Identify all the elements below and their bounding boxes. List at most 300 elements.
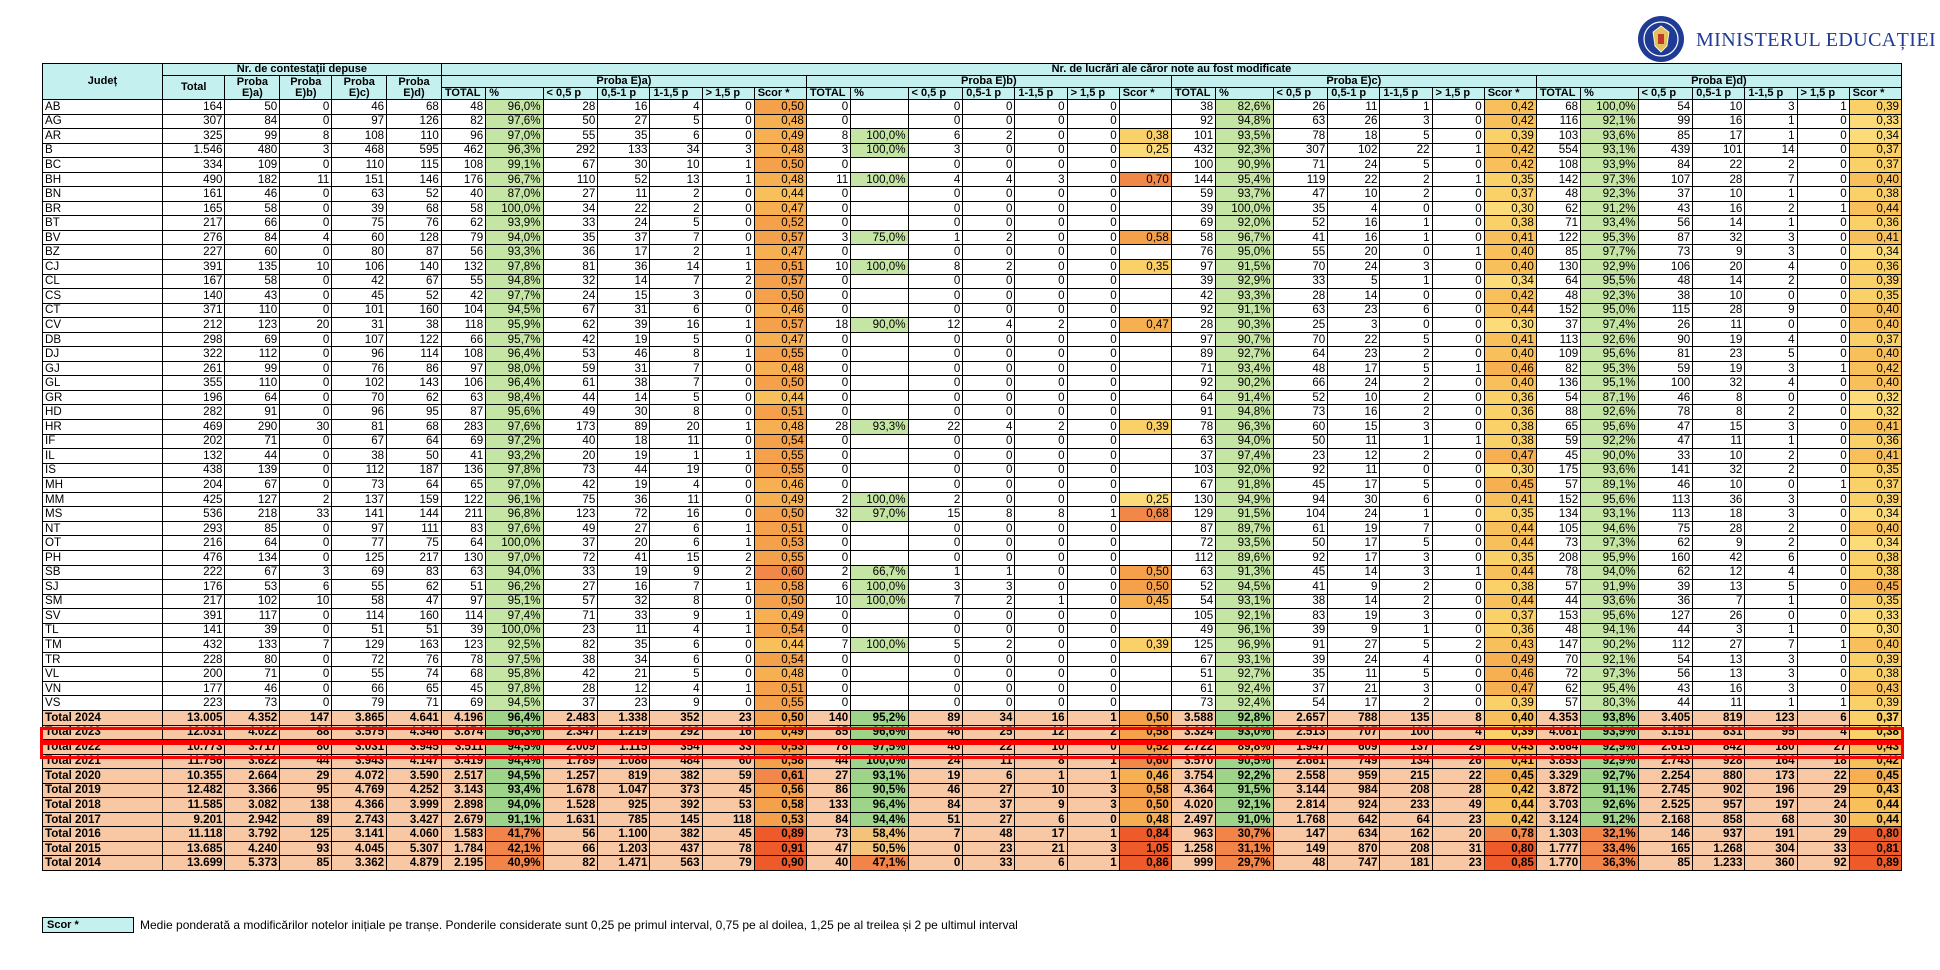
table-cell: 48 [1536, 623, 1580, 638]
table-cell: 67 [1171, 478, 1215, 493]
table-cell: 0 [1067, 158, 1119, 173]
table-cell: 0,48 [754, 361, 806, 376]
table-cell: 96,9% [1216, 638, 1273, 653]
table-cell: 76 [387, 216, 442, 231]
table-cell: 0 [1067, 681, 1119, 696]
table-cell: 490 [162, 172, 225, 187]
table-cell: 2 [1432, 638, 1484, 653]
table-cell: 2.679 [441, 812, 485, 827]
table-cell: 63 [441, 565, 485, 580]
table-cell: 90,2% [1216, 376, 1273, 391]
table-cell: 52 [1273, 216, 1328, 231]
table-cell: 113 [1638, 492, 1693, 507]
table-cell [851, 478, 908, 493]
table-cell: 26 [1638, 318, 1693, 333]
table-cell: 100,0% [851, 580, 908, 595]
table-cell: 10 [1328, 187, 1380, 202]
table-cell: 0 [1797, 507, 1849, 522]
table-cell: 101 [1693, 143, 1745, 158]
table-cell: 97,0% [486, 478, 543, 493]
table-cell: 0,32 [1849, 405, 1901, 420]
table-cell: 122 [1536, 230, 1580, 245]
table-cell: 96,7% [1216, 230, 1273, 245]
table-cell: 16 [1328, 216, 1380, 231]
table-cell: 9 [1693, 536, 1745, 551]
table-cell: 87 [387, 245, 442, 260]
table-cell: 92,1% [1581, 114, 1638, 129]
table-cell: 0 [1015, 463, 1067, 478]
table-cell: 0 [1015, 303, 1067, 318]
table-cell: 0 [1797, 274, 1849, 289]
table-cell: 196 [1745, 783, 1797, 798]
table-cell: 0,40 [1849, 376, 1901, 391]
table-cell: 21 [1328, 681, 1380, 696]
table-cell: 0 [1015, 521, 1067, 536]
row-label: TM [43, 638, 163, 653]
table-cell: 1 [702, 609, 754, 624]
table-cell: 112 [332, 463, 387, 478]
table-cell: 0 [1432, 696, 1484, 711]
table-cell: 1 [1380, 100, 1432, 115]
table-cell: 3 [1745, 245, 1797, 260]
table-cell: 73 [332, 478, 387, 493]
table-cell: 0 [908, 652, 963, 667]
row-label: Total 2016 [43, 827, 163, 842]
table-cell: 17 [1693, 129, 1745, 144]
table-cell: 90,3% [1216, 318, 1273, 333]
table-cell: 89 [908, 710, 963, 725]
table-cell: 93,3% [486, 245, 543, 260]
table-cell: 16 [1693, 201, 1745, 216]
table-cell: 100 [1380, 725, 1432, 740]
table-cell: 38 [1273, 594, 1328, 609]
table-cell: 0 [908, 347, 963, 362]
table-cell: 95,9% [486, 318, 543, 333]
table-cell: 66 [225, 216, 280, 231]
table-cell: 0,35 [1484, 507, 1536, 522]
table-cell: 51 [332, 623, 387, 638]
table-cell: 95,6% [1581, 492, 1638, 507]
table-cell: 115 [1638, 303, 1693, 318]
table-cell: 113 [1638, 507, 1693, 522]
table-cell: 0,91 [754, 841, 806, 856]
table-cell: 2 [1380, 187, 1432, 202]
table-cell: 0,34 [1849, 129, 1901, 144]
table-cell: 0 [1067, 478, 1119, 493]
table-cell: 0 [280, 187, 332, 202]
table-cell: 0 [280, 449, 332, 464]
table-cell: 82,6% [1216, 100, 1273, 115]
table-cell: 0 [702, 696, 754, 711]
table-cell: 925 [598, 798, 650, 813]
table-cell: 19 [1693, 332, 1745, 347]
row-label: Total 2019 [43, 783, 163, 798]
table-cell: 1 [1745, 114, 1797, 129]
table-cell: 56 [441, 245, 485, 260]
table-cell: 0 [963, 405, 1015, 420]
table-cell: 1.219 [598, 725, 650, 740]
table-cell: 0,40 [1484, 245, 1536, 260]
table-cell: 42 [441, 289, 485, 304]
table-cell: 3.664 [1536, 740, 1580, 755]
table-cell: 6 [650, 638, 702, 653]
row-label: Total 2017 [43, 812, 163, 827]
table-cell: 41 [441, 449, 485, 464]
table-cell [1119, 201, 1171, 216]
table-cell: 14 [1328, 289, 1380, 304]
table-cell: 11 [598, 187, 650, 202]
table-cell: 94,8% [486, 274, 543, 289]
table-cell: 11 [1328, 434, 1380, 449]
table-cell: 27 [1328, 638, 1380, 653]
table-cell: 36 [1693, 492, 1745, 507]
subheader-pb-1: % [851, 88, 908, 100]
table-cell: 0,49 [754, 725, 806, 740]
table-cell: 91,1% [486, 812, 543, 827]
table-cell: 33 [1273, 274, 1328, 289]
table-cell: 86 [806, 783, 850, 798]
table-cell: 42,1% [486, 841, 543, 856]
table-cell: 56 [1638, 667, 1693, 682]
table-cell: 17 [1328, 536, 1380, 551]
table-cell: 0,40 [1849, 638, 1901, 653]
table-cell: 290 [225, 420, 280, 435]
table-cell: 0,42 [1484, 158, 1536, 173]
table-cell: 3.511 [441, 740, 485, 755]
table-cell: 82 [1536, 361, 1580, 376]
table-cell: 137 [332, 492, 387, 507]
table-cell: 0 [963, 463, 1015, 478]
table-cell: 563 [650, 856, 702, 871]
table-cell: 76 [387, 652, 442, 667]
table-cell: 36,3% [1581, 856, 1638, 871]
table-cell: 0 [1432, 623, 1484, 638]
table-cell: 116 [1536, 114, 1580, 129]
subheader-pc-0: TOTAL [1171, 88, 1215, 100]
table-cell: 0,42 [1484, 143, 1536, 158]
table-cell: 96 [441, 129, 485, 144]
table-cell: 62 [387, 390, 442, 405]
table-cell: 33 [598, 609, 650, 624]
table-cell: 0 [1797, 318, 1849, 333]
table-cell: 93,2% [486, 449, 543, 464]
row-label: IL [43, 449, 163, 464]
table-cell: 39 [598, 318, 650, 333]
table-row [43, 260, 1902, 275]
table-cell: 0 [702, 230, 754, 245]
table-cell: 93,9% [1581, 158, 1638, 173]
table-cell: 36 [1638, 594, 1693, 609]
table-cell: 218 [225, 507, 280, 522]
table-cell [851, 245, 908, 260]
table-row [43, 681, 1902, 696]
table-cell: 5.307 [387, 841, 442, 856]
table-cell: 0 [806, 652, 850, 667]
table-cell: 0 [1432, 609, 1484, 624]
table-cell: 3.151 [1638, 725, 1693, 740]
table-cell: 228 [162, 652, 225, 667]
table-cell: 86 [387, 361, 442, 376]
table-cell [1119, 289, 1171, 304]
table-cell: 71 [225, 667, 280, 682]
table-cell: 23 [1328, 303, 1380, 318]
table-cell: 36 [543, 245, 598, 260]
table-cell: 0 [963, 449, 1015, 464]
table-cell: 0,36 [1484, 405, 1536, 420]
table-cell: 0,58 [754, 580, 806, 595]
table-cell: 20 [1432, 827, 1484, 842]
table-cell [1119, 667, 1171, 682]
table-row [43, 143, 1902, 158]
row-label: Total 2023 [43, 725, 163, 740]
table-cell: 0 [1015, 216, 1067, 231]
table-cell: 0 [1797, 652, 1849, 667]
table-cell: 1 [1067, 710, 1119, 725]
table-cell: 58 [225, 201, 280, 216]
table-cell: 1 [1380, 274, 1432, 289]
table-cell: 4 [1745, 376, 1797, 391]
table-cell: 72 [1536, 667, 1580, 682]
table-cell: 37 [1638, 187, 1693, 202]
table-cell: 1 [702, 172, 754, 187]
table-cell: 5 [650, 390, 702, 405]
table-cell: 3.575 [332, 725, 387, 740]
table-cell [1119, 550, 1171, 565]
table-cell: 0 [702, 463, 754, 478]
table-cell: 81 [1638, 347, 1693, 362]
table-cell: 50 [225, 100, 280, 115]
table-cell: 5 [1380, 638, 1432, 653]
row-label: BV [43, 230, 163, 245]
table-cell [1119, 696, 1171, 711]
table-cell: 0,46 [754, 478, 806, 493]
table-cell: 32 [1693, 376, 1745, 391]
table-cell: 105 [1171, 609, 1215, 624]
table-cell: 10 [806, 594, 850, 609]
table-cell: 0,25 [1119, 143, 1171, 158]
table-cell: 91,3% [1216, 565, 1273, 580]
table-cell: 133 [225, 638, 280, 653]
table-cell: 0,50 [754, 158, 806, 173]
table-row [43, 405, 1902, 420]
table-cell: 68 [387, 420, 442, 435]
table-cell: 90,7% [1216, 332, 1273, 347]
row-label: Total 2020 [43, 769, 163, 784]
table-cell [1119, 623, 1171, 638]
table-cell: 0 [806, 274, 850, 289]
table-cell: 325 [162, 129, 225, 144]
table-cell: 9 [1328, 623, 1380, 638]
table-cell: 3 [908, 143, 963, 158]
table-cell: 12 [908, 318, 963, 333]
table-cell: 31 [598, 361, 650, 376]
table-cell: 62 [1536, 681, 1580, 696]
table-cell: 11 [806, 172, 850, 187]
table-cell: 2.483 [543, 710, 598, 725]
table-cell: 292 [650, 725, 702, 740]
table-cell: 57 [1536, 478, 1580, 493]
table-cell: 39 [1273, 652, 1328, 667]
table-cell: 0,50 [1119, 580, 1171, 595]
table-cell: 2 [1745, 536, 1797, 551]
table-cell: 3.754 [1171, 769, 1215, 784]
table-cell: 97,3% [1581, 536, 1638, 551]
table-cell: 123 [441, 638, 485, 653]
table-row [43, 667, 1902, 682]
table-cell: 0 [1432, 376, 1484, 391]
table-cell: 0,42 [1484, 114, 1536, 129]
table-cell: 63 [332, 187, 387, 202]
table-cell: 307 [1273, 143, 1328, 158]
table-cell: 0,38 [1849, 565, 1901, 580]
table-cell: 97,6% [486, 521, 543, 536]
table-cell: 293 [162, 521, 225, 536]
table-cell: 95 [1745, 725, 1797, 740]
table-cell: 0 [963, 434, 1015, 449]
table-cell: 282 [162, 405, 225, 420]
table-cell: 134 [1536, 507, 1580, 522]
table-cell: 161 [162, 187, 225, 202]
table-cell: 144 [387, 507, 442, 522]
table-cell: 0,47 [1119, 318, 1171, 333]
table-cell: 6 [650, 652, 702, 667]
table-cell: 0 [1067, 623, 1119, 638]
table-cell: 0,39 [1119, 638, 1171, 653]
table-cell: 31 [598, 303, 650, 318]
table-row [43, 565, 1902, 580]
table-cell: 0,39 [1484, 696, 1536, 711]
table-cell: 87,0% [486, 187, 543, 202]
table-cell: 0,81 [1849, 841, 1901, 856]
table-cell: 216 [162, 536, 225, 551]
table-cell: 44 [543, 390, 598, 405]
table-row [43, 521, 1902, 536]
row-label: BZ [43, 245, 163, 260]
table-cell: 2 [1380, 172, 1432, 187]
table-cell: 0 [1380, 463, 1432, 478]
table-cell: 0,47 [1484, 681, 1536, 696]
table-cell: 4.641 [387, 710, 442, 725]
table-cell: 35 [598, 129, 650, 144]
table-cell [851, 158, 908, 173]
table-cell: 1 [702, 536, 754, 551]
table-cell: 3 [1693, 623, 1745, 638]
table-cell: 0 [280, 405, 332, 420]
table-cell: 30 [598, 405, 650, 420]
row-label: IS [43, 463, 163, 478]
table-cell: 55 [441, 274, 485, 289]
table-cell: 0 [1432, 667, 1484, 682]
table-cell: 26 [1273, 100, 1328, 115]
table-cell: 52 [1273, 390, 1328, 405]
subheader-pc-1: % [1216, 88, 1273, 100]
table-cell: 97 [1171, 260, 1215, 275]
row-label: GJ [43, 361, 163, 376]
table-cell: 0,50 [754, 289, 806, 304]
table-cell: 0 [1797, 289, 1849, 304]
table-cell: 136 [1536, 376, 1580, 391]
table-cell: 0 [1432, 492, 1484, 507]
table-cell: 1 [702, 681, 754, 696]
table-cell: 96,3% [486, 143, 543, 158]
subheader-pa-5: > 1,5 p [702, 88, 754, 100]
table-cell: 0 [280, 390, 332, 405]
table-cell: 0,38 [1849, 667, 1901, 682]
table-cell: 3 [1067, 841, 1119, 856]
table-cell: 8 [1015, 507, 1067, 522]
table-cell: 72 [332, 652, 387, 667]
table-cell: 0 [1015, 158, 1067, 173]
table-cell: 81 [332, 420, 387, 435]
table-cell: 2 [806, 565, 850, 580]
table-cell: 6 [908, 129, 963, 144]
table-cell: 95,6% [1581, 347, 1638, 362]
table-cell: 151 [332, 172, 387, 187]
table-row [43, 434, 1902, 449]
table-cell: 0 [908, 449, 963, 464]
table-cell: 85 [1536, 245, 1580, 260]
header-appeals-pd: Proba E)d) [387, 76, 442, 100]
table-cell: 62 [543, 318, 598, 333]
table-cell: 98,0% [486, 361, 543, 376]
table-cell: 0 [280, 274, 332, 289]
table-cell: 49 [543, 521, 598, 536]
table-cell: 36 [598, 260, 650, 275]
table-cell: 39 [1171, 201, 1215, 216]
table-cell: 73 [1536, 536, 1580, 551]
table-cell: 0,57 [754, 318, 806, 333]
table-cell: 59 [543, 361, 598, 376]
table-cell: 22 [908, 420, 963, 435]
table-cell: 7 [280, 638, 332, 653]
table-cell: 0 [1067, 289, 1119, 304]
table-cell: 4.020 [1171, 798, 1215, 813]
table-row [43, 580, 1902, 595]
row-label: Total 2022 [43, 740, 163, 755]
table-cell: 1.203 [598, 841, 650, 856]
table-cell: 94,5% [486, 769, 543, 784]
table-cell: 78 [441, 652, 485, 667]
table-cell: 64 [1273, 347, 1328, 362]
table-cell: 6 [1745, 550, 1797, 565]
table-cell: 97,6% [486, 114, 543, 129]
table-cell: 58 [225, 274, 280, 289]
table-cell: 2 [1380, 580, 1432, 595]
table-cell: 536 [162, 507, 225, 522]
table-cell [851, 376, 908, 391]
table-cell: 0,58 [1119, 230, 1171, 245]
table-row [43, 332, 1902, 347]
table-cell: 90,9% [1216, 158, 1273, 173]
table-cell: 0 [963, 100, 1015, 115]
table-cell: 61 [1171, 681, 1215, 696]
table-cell: 31,1% [1216, 841, 1273, 856]
table-cell: 0 [1067, 565, 1119, 580]
table-cell: 60 [702, 754, 754, 769]
row-label: BR [43, 201, 163, 216]
table-cell: 94,5% [486, 696, 543, 711]
table-cell: 0 [280, 434, 332, 449]
table-cell: 0 [1067, 580, 1119, 595]
table-cell: 27 [963, 812, 1015, 827]
table-cell: 0 [908, 361, 963, 376]
table-row [43, 114, 1902, 129]
table-cell: 9 [1745, 303, 1797, 318]
table-cell: 4 [963, 172, 1015, 187]
header-total: Total [162, 76, 225, 100]
table-cell: 125 [1171, 638, 1215, 653]
table-cell: 45 [441, 681, 485, 696]
